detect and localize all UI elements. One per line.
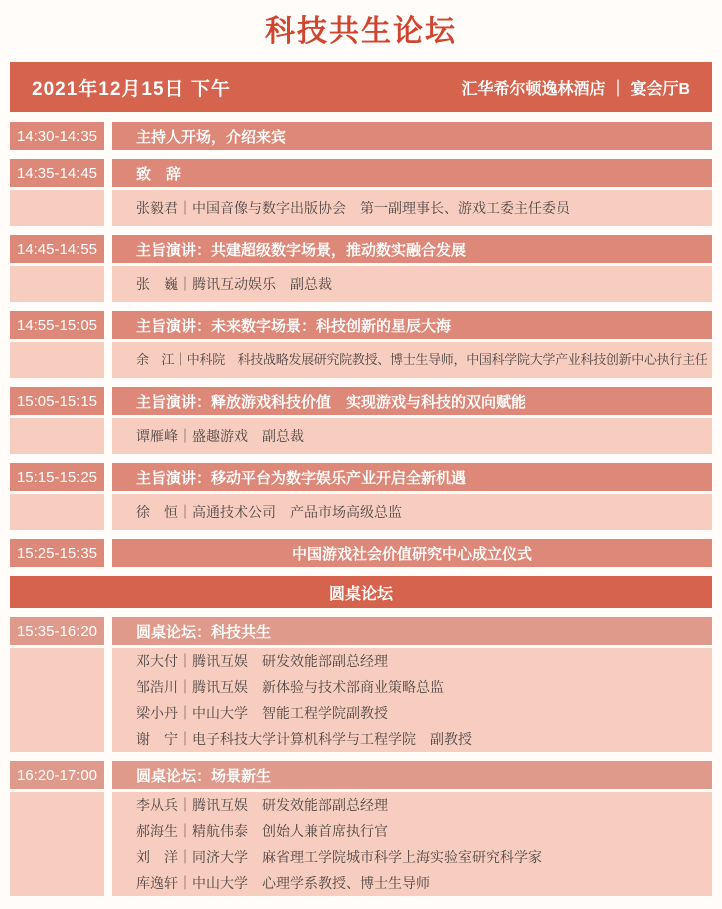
agenda-row [10,159,712,226]
event-date: 2021年12月15日 下午 [32,78,231,100]
session-title: 中国游戏社会价值研究中心成立仪式 [112,539,712,567]
time-slot: 14:30-14:35 [10,122,104,150]
time-column [10,617,104,752]
session-detail [112,648,712,752]
agenda-row [10,235,712,302]
session-title: 致 辞 [112,159,712,187]
session-detail [112,342,712,378]
speaker-line: 梁小丹｜中山大学 智能工程学院副教授 [136,705,388,721]
session-detail [112,494,712,530]
speaker-line: 张毅君｜中国音像与数字出版协会 第一副理事长、游戏工委主任委员 [136,200,570,216]
time-filler [10,494,104,530]
agenda-row [10,311,712,378]
content-column [112,122,712,150]
time-column [10,235,104,302]
header-bar [10,62,712,112]
speaker-line: 李从兵｜腾讯互娱 研发效能部副总经理 [136,797,388,813]
time-column [10,761,104,896]
session-title: 主旨演讲：移动平台为数字娱乐产业开启全新机遇 [112,463,712,491]
speaker-line: 库逸轩｜中山大学 心理学系教授、博士生导师 [136,875,430,891]
time-filler [10,190,104,226]
speaker-line: 谭雁峰｜盛趣游戏 副总裁 [136,428,304,444]
session-title: 主旨演讲：释放游戏科技价值 实现游戏与科技的双向赋能 [112,387,712,415]
time-slot: 15:05-15:15 [10,387,104,415]
session-detail [112,792,712,896]
agenda-row [10,617,712,752]
content-column [112,617,712,752]
content-column [112,311,712,378]
time-column [10,387,104,454]
agenda-page [0,12,722,896]
time-filler [10,418,104,454]
speaker-line: 张 巍｜腾讯互动娱乐 副总裁 [136,276,332,292]
time-slot: 15:35-16:20 [10,617,104,645]
time-filler [10,266,104,302]
speaker-line: 邹浩川｜腾讯互娱 新体验与技术部商业策略总监 [136,679,444,695]
speaker-line: 余 江｜中科院 科技战略发展研究院教授、博士生导师，中国科学院大学产业科技创新中心执行主任 [136,352,708,367]
page-title: 科技共生论坛 [265,15,457,48]
content-column [112,159,712,226]
session-title: 圆桌论坛：科技共生 [112,617,712,645]
speaker-line: 邓大付｜腾讯互娱 研发效能部副总经理 [136,653,388,669]
agenda-row [10,463,712,530]
content-column [112,387,712,454]
time-slot: 14:35-14:45 [10,159,104,187]
agenda-row [10,387,712,454]
session-title: 圆桌论坛：场景新生 [112,761,712,789]
session-detail [112,418,712,454]
speaker-line: 刘 洋｜同济大学 麻省理工学院城市科学上海实验室研究科学家 [136,849,542,865]
time-column [10,122,104,150]
session-title: 主旨演讲：未来数字场景：科技创新的星辰大海 [112,311,712,339]
section-divider: 圆桌论坛 [10,576,712,608]
time-filler [10,792,104,896]
session-title: 主持人开场，介绍来宾 [112,122,712,150]
session-title: 主旨演讲：共建超级数字场景，推动数实融合发展 [112,235,712,263]
agenda-row [10,122,712,150]
time-slot: 14:55-15:05 [10,311,104,339]
time-slot: 16:20-17:00 [10,761,104,789]
content-column [112,235,712,302]
time-slot: 14:45-14:55 [10,235,104,263]
time-filler [10,342,104,378]
session-detail [112,266,712,302]
speaker-line: 谢 宁｜电子科技大学计算机科学与工程学院 副教授 [136,731,472,747]
time-column [10,463,104,530]
time-column [10,159,104,226]
session-detail [112,190,712,226]
agenda-table [10,122,712,896]
event-venue: 汇华希尔顿逸林酒店 ｜ 宴会厅B [461,80,690,98]
content-column [112,463,712,530]
time-column [10,539,104,567]
time-slot: 15:15-15:25 [10,463,104,491]
speaker-line: 徐 恒｜高通技术公司 产品市场高级总监 [136,504,402,520]
content-column [112,539,712,567]
content-column [112,761,712,896]
time-column [10,311,104,378]
agenda-row [10,761,712,896]
time-filler [10,648,104,752]
speaker-line: 郝海生｜精航伟泰 创始人兼首席执行官 [136,823,388,839]
agenda-row [10,539,712,567]
time-slot: 15:25-15:35 [10,539,104,567]
